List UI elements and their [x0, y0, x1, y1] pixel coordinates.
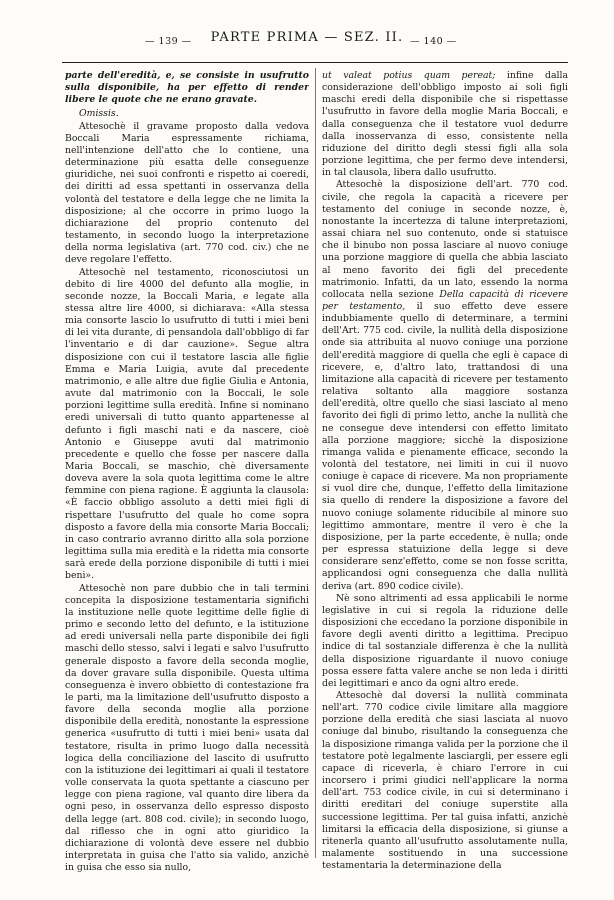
- paragraph: Attesochè nel testamento, riconosciutosi un debito di lire 4000 del defunto alla moglie, in seconde nozze, la Boccali Maria, e legate alla stessa altre lire 4000, si dichiarava: «Alla stessa mia consorte lascio lo usufrutto di tutti i miei beni di lei vita durante, di pensandola dall'obbligo di far l'inventario e di dar cauzione». Segue altra disposizione con cui il testatore lascia alle figlie Emma e Maria Luigia, avute dal precedente matrimonio, e alle altre due figlie Giulia e Antonia, avute dal matrimonio con la Boccali, le sole porzioni legittime sulla eredità. Infine si nominano eredi universali di tutto quanto appartenesse al defunto i figli maschi nati e da nascere, cioè Antonio e Giuseppe avuti dal matrimonio precedente e quello che fosse per nascere dalla Maria Boccali, se maschio, chè diversamente doveva avere la sola quota legittima come le altre femmine con piena ragione. È aggiunta la clausola: «È faccio obbligo assoluto a detti miei figli di rispettare l'usufrutto del quale ho come sopra disposto a favore della mia consorte Maria Boccali; in caso contrario avranno diritto alla sola porzione legittima sulla mia eredità e la ridetta mia consorte sarà erede della porzione disponibile di tutti i miei beni».: [65, 266, 309, 582]
- header-rule: [62, 62, 568, 63]
- column-divider: [315, 68, 316, 858]
- paragraph-text: infine dalla considerazione dell'obbligo imposto ai soli figli maschi eredi della disponibile che si rispettasse l'usufrutto in favore della moglie Maria Boccali, e dalla conseguenza che il testatore vuol dedurre dalla inosservanza di esso, consistente nella riduzione del diritto degli stessi figli alla sola porzione legittima, che per fermo deve intendersi, in tal clausola, libera dallo usufrutto.: [322, 70, 568, 179]
- page-number-left: — 139 —: [145, 36, 192, 47]
- omissis-note: Omissis.: [79, 108, 119, 120]
- latin-phrase: ut valeat potius quam pereat;: [322, 70, 496, 81]
- page-header: [0, 30, 614, 52]
- paragraph: Attesochè dal doversi la nullità comminata nell'art. 770 codice civile limitare alla maggiore porzione della eredità che siasi lasciata al nuovo coniuge dal binubo, risultando la conseguenza che la disposizione rimanga valida per la porzione che il testatore potè legalmente lasciargli, per essere egli capace di riceverla, è chiaro l'errore in cui incorsero i primi giudici nell'applicare la norma dell'art. 753 codice civile, in cui si determinano i diritti ereditari del coniuge superstite alla successione legittima. Per tal guisa infatti, anzichè limitarsi la efficacia della disposizione, si giunse a ritenerla quanto all'usufrutto assolutamente nulla, malamente sostituendo in una successione testamentaria la determinazione della: [322, 689, 568, 872]
- right-column: [322, 70, 568, 882]
- paragraph-text: Attesochè la disposizione dell'art. 770 cod. civile, che regola la capacità a ricevere per testamento del coniuge in seconde nozze, è, nonostante la incertezza di talune interpretazioni, assai chiara nel suo contenuto, onde si statuisce che il binubo non possa lasciare al nuovo coniuge una porzione maggiore di quella che abbia lasciato al meno favorito dei figli del precedente matrimonio. Infatti, da un lato, essendo la norma collocata nella sezione: [322, 179, 568, 300]
- paragraph: [322, 179, 568, 592]
- paragraph: Attesochè il gravame proposto dalla vedova Boccali Maria espressamente richiama, nell'intenzione dell'atto che lo contiene, una determinazione più esatta delle conseguenze giuridiche, nei suoi confronti e rispetto ai coeredi, dei diritti ad essa spettanti in osservanza della volontà del testatore e della legge che ne limita la disposizione; al che occorre in primo luogo la dichiarazione del proprio contenuto del testamento, in secondo luogo la interpretazione della norma legislativa (art. 770 cod. civ.) che ne deve regolare l'effetto.: [65, 120, 309, 266]
- paragraph-text: il suo effetto deve essere indubbiamente quello di determinare, a termini dell'Art. 775 cod. civile, la nullità della disposizione onde sia attribuita al nuovo coniuge una porzione dell'eredità maggiore di quella che egli è capace di ricevere, e, d'altro lato, trattandosi di una limitazione alla capacità di ricevere per testamento relativa soltanto alla maggiore sostanza dell'eredità, oltre quello che siasi lasciato al meno favorito dei figli di primo letto, anche la nullità che ne consegue deve intendersi con effetto limitato alla porzione maggiore; sicchè la disposizione rimanga valida e pienamente efficace, secondo la volontà del testatore, nei limiti in cui il nuovo coniuge è capace di ricevere. Ma non propriamente si vuol dire che, dunque, l'effetto della limitazione sia quello di rendere la disposizione a favore del nuovo coniuge solamente riducibile al minore suo legittimo ammontare, mentre il vero è che la disposizione, per la parte eccedente, è nulla; onde per espressa statuizione della legge si deve considerare senz'effetto, come se non fosse scritta, applicandosi ogni conseguenza che dalla nullità deriva (art. 890 codice civile).: [322, 300, 568, 592]
- paragraph: [322, 70, 568, 179]
- paragraph: Nè sono altrimenti ad essa applicabili le norme legislative in cui si regola la riduzione delle disposizioni che eccedano la porzione disponibile in favore degli aventi diritto a legittima. Precipuo indice di tal sostanziale differenza è che la nullità della disposizione riguardante il nuovo coniuge possa essere fatta valere anche se non leda i diritti dei legittimari e anco da ogni altro erede.: [322, 592, 568, 689]
- running-title: PARTE PRIMA — SEZ. II.: [210, 30, 404, 45]
- paragraph: Attesochè non pare dubbio che in tali termini concepita la disposizione testamentaria significhi la instituzione nelle quote legittime delle figlie di primo e secondo letto del defunto, e la istituzione ad eredi universali nella parte disponibile dei figli maschi dello stesso, salvi i legati e salvo l'usufrutto generale disposto a favore della seconda moglie, da dover gravare sulla disponibile. Questa ultima conseguenza è invero obbietto di contestazione fra le parti, ma la limitazione dell'usufrutto disposto a favore della seconda moglie alla porzione disponibile della eredità, nonostante la espressione generica «usufrutto di tutti i miei beni» usata dal testatore, risulta in primo luogo dalla necessità logica della conciliazione del lascito di usufrutto con la istituzione dei legittimari ai quali il testatore volle conservata la quota spettante a ciascuno per legge con piena ragione, val quanto dire libera da ogni peso, in osservanza dello espresso disposto della legge (art. 808 cod. civile); in secondo luogo, dal riflesso che in ogni atto giuridico la dichiarazione di volontà deve essere nel dubbio interpretata in guisa che l'atto sia valido, anzichè in guisa che esso sia nullo,: [65, 582, 309, 874]
- section-title: Della capacità di ricevere per testamento,: [322, 288, 568, 312]
- page-number-right: — 140 —: [410, 36, 457, 47]
- left-column: [65, 70, 309, 882]
- paragraph: parte dell'eredità, e, se consiste in usufrutto sulla disponibile, ha per effetto di render libere le quote che ne erano gravate.: [65, 70, 309, 106]
